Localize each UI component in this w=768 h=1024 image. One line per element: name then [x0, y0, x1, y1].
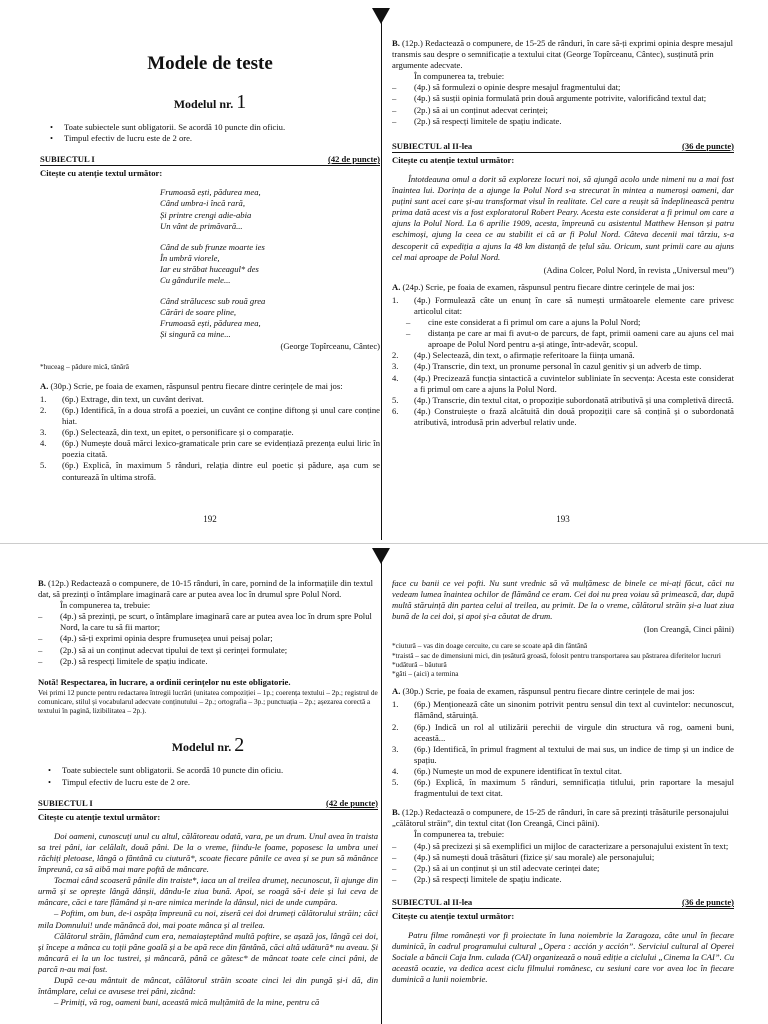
task-item: 1. (4p.) Formulează câte un enunț în care să numești următoarele elemente care privesc articolul citat: – cine este considerat a fi primul om care a ajuns la Polul Nord; – distanța pe care ar mai fi avut-o de parcurs, de fapt, primii oameni care au ajuns cel mai aproape de Polul Nord pentru a-și atinge, într-adevăr, scopul. [392, 295, 734, 350]
page-title: Modele de teste [147, 53, 273, 74]
instruction-item: • Timpul efectiv de lucru este de 2 ore. [62, 777, 378, 788]
task-item: 4. (6p.) Numește un mod de expunere identificat în textul citat. [392, 765, 622, 776]
criteria-item: – (2p.) să ai un conținut adecvat tipului de text și cerinței formulate; [38, 645, 378, 656]
read-instruction: Citește cu atenție textul următor: [38, 811, 161, 822]
footnote: *huceag – pădure mică, tânără [40, 361, 129, 371]
criteria-item: – (4p.) să-ți exprimi opinia despre frumusețea unui peisaj polar; [38, 633, 378, 644]
task-list [392, 699, 734, 799]
poem [160, 187, 380, 340]
subtask-item: – cine este considerat a fi primul om care a ajuns la Polul Nord; [392, 317, 734, 328]
criteria-item: – (2p.) să respecți limitele de spațiu indicate. [38, 656, 378, 667]
composition-intro: În compunerea ta, trebuie: [414, 829, 505, 840]
task-item: 2. (4p.) Selectează, din text, o afirmație referitoare la ființa umană. [392, 350, 635, 361]
scan-divider [0, 543, 768, 544]
criteria-item: – (2p.) să respecți limitele de spațiu indicate. [392, 116, 734, 127]
story-paragraph: Tocmai când scoaseră pânile din traiste*, iaca un al treilea drumeț, necunoscut, îi ajunge din urmă și se oprește lângă dânșii, dându-le ziua bună. Apoi, se roagă să-i deie și lui ceva de mâncare, căci e tare flămând și n-are nimica merinde la dânsul, nici de unde cumpăra. [38, 875, 378, 908]
task-item: 2. (6p.) Identifică, în a doua strofă a poeziei, un cuvânt ce conține diftong și unul care conține hiat. [40, 404, 380, 427]
read-instruction: Citește cu atenție textul următor: [40, 168, 163, 179]
task-list [40, 394, 380, 483]
footnote: *traistă – sac de dimensiuni mici, din țesătură groasă, folosit pentru transportarea sau păstrarea diferitelor lucruri [392, 650, 721, 660]
task-item: 2. (6p.) Indică un rol al utilizării perechii de virgule din structura vă rog, oameni buni, această... [392, 721, 734, 743]
read-instruction: Citește cu atenție textul următor: [392, 910, 515, 921]
article-source: (Adina Colcer, Polul Nord, în revista „Universul meu”) [543, 264, 734, 275]
article-text: Întotdeauna omul a dorit să exploreze locuri noi, să ajungă acolo unde nimeni nu a mai fost înaintea lui. Dorința de a ajunge la Polul Nord s-a strecurat în mintea a numeroși oameni, dar puțini sunt acei care și-au transformat visul în realitate. Cel care a reușit să îndeplinească pentru prima dată acest vis a fost exploratorul Robert Peary. Acesta este considerat a fi primul om care a ajuns la Polul Nord. La 6 aprilie 1909, acesta, împreună cu asistentul Matthew Henson și patru eschimoși, ajung la ceea ce au stabilit ei că ar fi Polul Nord. Câteva decenii mai târziu, s-a descoperit că expediția a ajuns la 48 km distanță de țelul său. Oricum, sunt primii care au ajuns cel mai aproape de Polul Nord. [392, 173, 734, 262]
model-heading: Modelul nr. 2 [171, 734, 245, 757]
footnote: *ciutură – vas din doage cercuite, cu care se scoate apă din fântână [392, 641, 588, 651]
poem-stanza: Când strălucesc sub rouă grea Cărări de soare pline, Frumoasă ești, pădurea mea, Și singură ca mine... [160, 296, 266, 340]
story-paragraph: face cu banii ce vei pofti. Nu sunt vrednic să vă mulțămesc de binele ce mi-ați făcut, căci nu vedeam lumea înaintea ochilor de flămând ce eram. Cei doi nu prea voiau să primească, dar, după multă stăruință din partea celui al treilea, au primit. De la o vreme, călătorul străin și-a luat ziua bună de la cei doi, și apoi și-a căutat de drum. [392, 578, 734, 622]
story-paragraph: Doi oameni, cunoscuți unul cu altul, călătoreau odată, vara, pe un drum. Unul avea în traista sa trei pâni, iar celălalt, două pâni. De la o vreme, fiindu-le foame, poposesc la umbra unei răchiți pletoase, lângă o fântână cu ciutură*, scoate fiecare pânile ce avea și se pun să mănânce împreună, ca să aibă mai mare poftă de mâncare. [38, 830, 378, 875]
story-source: (Ion Creangă, Cinci pâini) [643, 624, 734, 635]
task-item: 4. (4p.) Precizează funcția sintactică a cuvintelor subliniate în secvența: Acesta este considerat a fi primul om care a ajuns la Polul Nord. [392, 372, 734, 394]
section-header: SUBIECTUL al II-lea (36 de puncte) [392, 141, 734, 153]
composition-criteria [38, 611, 378, 666]
criteria-item: – (4p.) să susții opinia formulată prin două argumente potrivite, valorificând textul dat; [392, 93, 734, 104]
story-paragraph: – Primiți, vă rog, oameni buni, această mică mulțămită de la mine, pentru că [54, 997, 320, 1008]
story-paragraph: – Poftim, om bun, de-i ospăța împreună cu noi, ziseră cei doi drumeți călătorului străin; căci mila Domnului! unde mănâncă doi, mai poate mânca și al treilea. [38, 908, 378, 930]
poem-stanza: Frumoasă ești, pădurea mea, Când umbra-i încă rară, Și printre crengi adie-abia Un vânt de primăvară... [160, 187, 261, 231]
criteria-item: – (2p.) să respecți limitele de spațiu indicate. [392, 874, 734, 885]
footnote: *udătură – băutură [392, 659, 447, 669]
task-list [392, 295, 734, 428]
instruction-item: • Toate subiectele sunt obligatorii. Se acordă 10 puncte din oficiu. [64, 122, 380, 133]
requirement-heading: B. (12p.) Redactează o compunere, de 10-15 rânduri, în care, pornind de la informațiile din textul dat, să prezinți o întâmplare imaginară care ar putea avea loc în drumul spre Polul Nord. [38, 578, 374, 600]
task-item: 3. (4p.) Transcrie, din text, un pronume personal în cazul genitiv și un adverb de timp. [392, 361, 702, 372]
footnotes [392, 641, 734, 678]
requirement-heading: B. (12p.) Redactează o compunere, de 15-25 de rânduri, în care să-ți exprimi opinia despre mesajul transmis sau despre o semnificație a textului citat (George Topîrceanu, Cântec), susținută prin argumente adecvate. [392, 38, 734, 71]
page-number: 192 [203, 513, 217, 524]
page-bottom-left [38, 578, 378, 1024]
task-item: 3. (6p.) Selectează, din text, un epitet, o personificare și o comparație. [40, 427, 294, 438]
criteria-item: – (2p.) să ai un conținut adecvat cerinței; [392, 105, 734, 116]
spine-line-bottom [381, 560, 382, 1024]
model-heading: Modelul nr. 1 [173, 91, 247, 113]
spine-line-top [381, 20, 382, 540]
article-text: Patru filme românești vor fi proiectate în luna noiembrie la Zaragoza, câte unul în fiecare duminică, în cadrul programului cultural „Opera : acción y acción”. Serviciul cultural al Operei Sociale a băncii Caja Inm. culada (CAI) organizează o nouă ediție a ciclului „Cinema la CAI”. Cu această ocazie, va dedica acest ciclu filmului românesc, cu sesiuni care vor avea loc în fiecare duminică a lunii noiembrie. [392, 930, 734, 985]
read-instruction: Citește cu atenție textul următor: [392, 154, 515, 165]
criteria-item: – (2p.) să ai un conținut și un stil adecvate cerinței date; [392, 863, 734, 874]
task-item: 6. (4p.) Construiește o frază alcătuită din două propoziții care să conțină și o subordonată atributivă, introdusă prin adverbul relativ unde. [392, 405, 734, 427]
composition-criteria [392, 82, 734, 126]
requirement-heading: B. (12p.) Redactează o compunere, de 15-25 de rânduri, în care să prezinți trăsăturile personajului „călătorul străin”, din textul citat (Ion Creangă, Cinci pâini). [392, 807, 729, 829]
requirement-heading: A. (30p.) Scrie, pe foaia de examen, răspunsul pentru fiecare dintre cerințele de mai jos: [392, 686, 695, 697]
section-header: SUBIECTUL al II-lea (36 de puncte) [392, 897, 734, 909]
poem-attribution: (George Topîrceanu, Cântec) [280, 340, 380, 351]
task-item: 4. (6p.) Numește două mărci lexico-gramaticale prin care se evidențiază prezența eului liric în poezia citată. [40, 438, 380, 460]
story-paragraph: După ce-au mântuit de mâncat, călătorul străin scoate cinci lei din pungă și-i dă, din întâmplare, celui ce avusese trei pâni, zicând: [38, 975, 378, 997]
section-header: SUBIECTUL I (42 de puncte) [38, 798, 378, 810]
footnote: *găti – (aici) a termina [392, 669, 459, 679]
note-heading: Notă! Respectarea, în lucrare, a ordinii cerințelor nu este obligatorie. [38, 676, 291, 687]
task-item: 3. (6p.) Identifică, în primul fragment al textului de mai sus, un indice de timp și un indice de spațiu. [392, 743, 734, 765]
page-192 [40, 30, 380, 535]
composition-intro: În compunerea ta, trebuie: [60, 600, 151, 611]
note-text: Vei primi 12 puncte pentru redactarea întregii lucrări (unitatea compoziției – 1p.; coerența textului – 2p.; registrul de comunicare, stilul și vocabularul adecvate conținutului – 2p.; ortografia – 3p.; punctuația – 2p.; așezarea corectă a textului în pagină, lizibilitatea – 2p.). [38, 687, 378, 716]
subtask-item: – distanța pe care ar mai fi avut-o de parcurs, de fapt, primii oameni care au ajuns cel mai aproape de Polul Nord pentru a-și atinge, într-adevăr, scopul. [392, 328, 734, 350]
task-item: 1. (6p.) Extrage, din text, un cuvânt derivat. [40, 393, 204, 404]
instruction-item: • Timpul efectiv de lucru este de 2 ore. [64, 133, 380, 144]
task-item: 1. (6p.) Menționează câte un sinonim potrivit pentru sensul din text al cuvintelor: necunoscut, flămând, stăruință. [392, 699, 734, 721]
section-header: SUBIECTUL I (42 de puncte) [40, 154, 380, 166]
task-item: 5. (6p.) Explică, în maximum 5 rânduri, relația dintre eul poetic și pădure, așa cum se conturează în ultima strofă. [40, 460, 380, 482]
requirement-heading: A. (24p.) Scrie, pe foaia de examen, răspunsul pentru fiecare dintre cerințele de mai jos: [392, 281, 695, 292]
criteria-item: – (4p.) să numești două trăsături (fizice și/ sau morale) ale personajului; [392, 852, 734, 863]
task-item: 5. (6p.) Explică, în maximum 5 rânduri, semnificația titlului, prin raportare la mesajul fragmentului de text citat. [392, 777, 734, 799]
composition-intro: În compunerea ta, trebuie: [414, 71, 505, 82]
criteria-item: – (4p.) să prezinți, pe scurt, o întâmplare imaginară care ar putea avea loc în drum spre Polul Nord, la care tu să fii martor; [38, 611, 378, 633]
story-paragraph: Călătorul străin, flămând cum era, nemaiașteptând multă poftire, se așază jos, lângă cei doi, și începe a mânca cu toții pâne goală și a be apă rece din fântână, căci altă udătură* nu aveau. Și mâncară ei la un loc tustrei, și mâncară, până ce gătesc* de mâncat toate cele cinci pâni, de parcă n-au mai fost. [38, 930, 378, 974]
requirement-heading: A. (30p.) Scrie, pe foaia de examen, răspunsul pentru fiecare dintre cerințele de mai jos: [40, 380, 343, 391]
page-number: 193 [556, 513, 570, 524]
page-193 [392, 38, 734, 535]
poem-stanza: Când de sub frunze moarte ies În umbră viorele, Iar eu străbat huceagul* des Cu gândurile mele... [160, 241, 265, 286]
composition-criteria [392, 841, 734, 885]
criteria-item: – (4p.) să formulezi o opinie despre mesajul fragmentului dat; [392, 82, 734, 93]
criteria-item: – (4p.) să precizezi și să exemplifici un mijloc de caracterizare a personajului existent în text; [392, 841, 734, 852]
instruction-item: • Toate subiectele sunt obligatorii. Se acordă 10 puncte din oficiu. [62, 765, 378, 776]
task-item: 5. (4p.) Transcrie, din textul citat, o propoziție subordonată atributivă și una completivă directă. [392, 394, 734, 405]
page-bottom-right [392, 578, 734, 1024]
instructions-list [38, 765, 378, 787]
instructions-list [40, 122, 380, 144]
